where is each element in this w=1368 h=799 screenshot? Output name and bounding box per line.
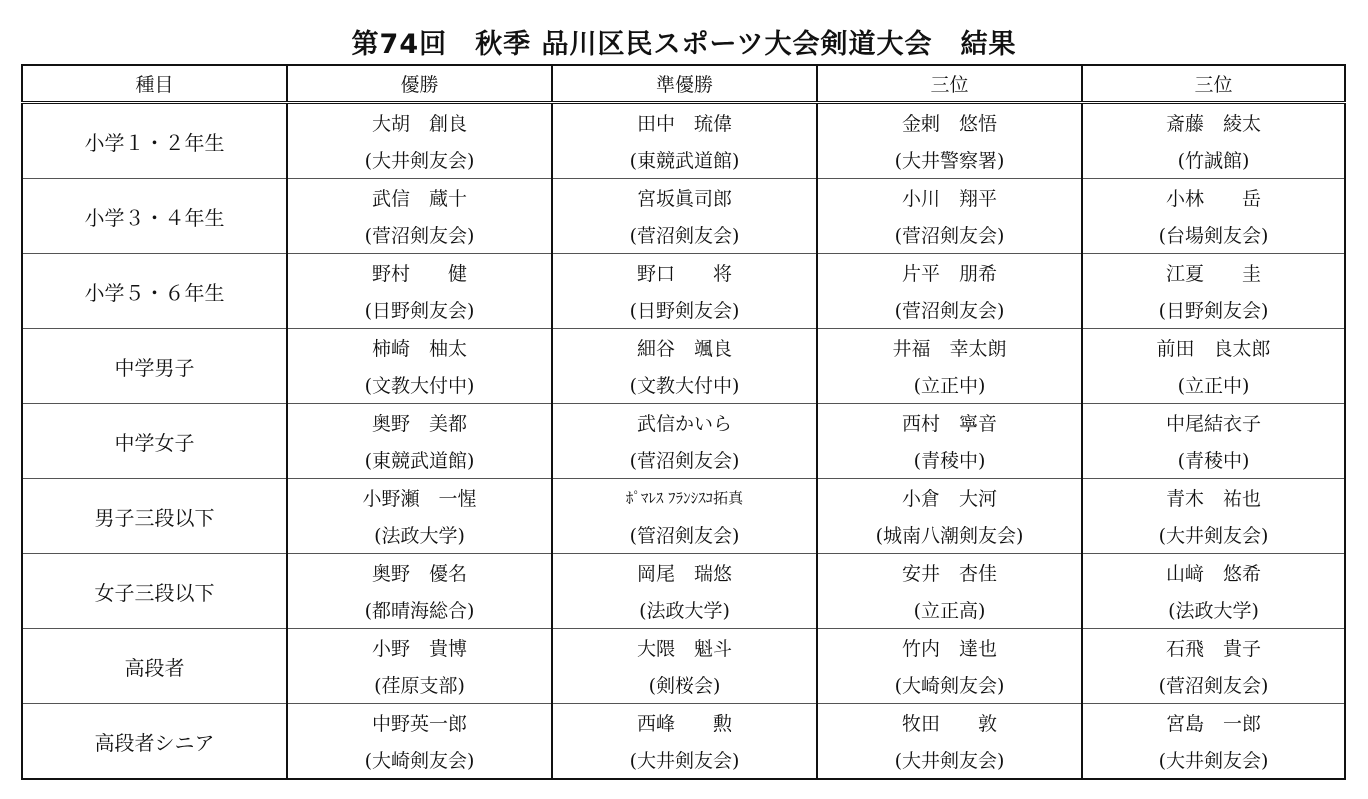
runner-up-club: (文教大付中) (552, 366, 817, 404)
winner-club: (菅沼剣友会) (287, 216, 552, 254)
third-place-club: (立正中) (817, 366, 1082, 404)
category-cell: 小学５・６年生 (22, 254, 287, 329)
winner-name: 小野 貴博 (287, 629, 552, 667)
third-place-club: (法政大学) (1082, 591, 1345, 629)
runner-up-club: (大井剣友会) (552, 741, 817, 779)
third-place-club: (菅沼剣友会) (817, 291, 1082, 329)
winner-name: 大胡 創良 (287, 103, 552, 142)
winner-club: (法政大学) (287, 516, 552, 554)
third-place-club: (竹誠館) (1082, 141, 1345, 179)
runner-up-club: (東競武道館) (552, 141, 817, 179)
third-place-name: 山﨑 悠希 (1082, 554, 1345, 592)
category-cell: 小学１・２年生 (22, 103, 287, 179)
winner-name: 奥野 美都 (287, 404, 552, 442)
header-runner-up: 準優勝 (552, 65, 817, 103)
runner-up-club: (菅沼剣友会) (552, 441, 817, 479)
third-place-name: 西村 寧音 (817, 404, 1082, 442)
third-place-club: (青稜中) (817, 441, 1082, 479)
table-row (22, 103, 1345, 142)
winner-club: (都晴海総合) (287, 591, 552, 629)
third-place-name: 中尾結衣子 (1082, 404, 1345, 442)
third-place-club: (菅沼剣友会) (1082, 666, 1345, 704)
runner-up-name: 野口 将 (552, 254, 817, 292)
table-row (22, 554, 1345, 592)
category-cell: 高段者 (22, 629, 287, 704)
header-winner: 優勝 (287, 65, 552, 103)
runner-up-name: ﾎﾟﾏﾚｽ ﾌﾗﾝｼｽｺ拓真 (552, 479, 817, 517)
winner-name: 中野英一郎 (287, 704, 552, 742)
results-table (21, 64, 1346, 780)
winner-club: (荏原支部) (287, 666, 552, 704)
third-place-name: 小川 翔平 (817, 179, 1082, 217)
third-place-name: 江夏 圭 (1082, 254, 1345, 292)
table-row (22, 329, 1345, 367)
winner-name: 奥野 優名 (287, 554, 552, 592)
third-place-club: (台場剣友会) (1082, 216, 1345, 254)
third-place-name: 金剌 悠悟 (817, 103, 1082, 142)
third-place-name: 石飛 貴子 (1082, 629, 1345, 667)
runner-up-club: (管沼剣友会) (552, 516, 817, 554)
category-cell: 中学男子 (22, 329, 287, 404)
third-place-club: (大崎剣友会) (817, 666, 1082, 704)
third-place-name: 井福 幸太朗 (817, 329, 1082, 367)
runner-up-name: 大隈 魁斗 (552, 629, 817, 667)
table-row (22, 629, 1345, 667)
table-row (22, 404, 1345, 442)
runner-up-name: 細谷 颯良 (552, 329, 817, 367)
table-row (22, 179, 1345, 217)
winner-name: 野村 健 (287, 254, 552, 292)
winner-club: (大井剣友会) (287, 141, 552, 179)
winner-club: (文教大付中) (287, 366, 552, 404)
category-cell: 高段者シニア (22, 704, 287, 780)
runner-up-club: (日野剣友会) (552, 291, 817, 329)
runner-up-name: 田中 琉偉 (552, 103, 817, 142)
third-place-club: (菅沼剣友会) (817, 216, 1082, 254)
third-place-name: 斎藤 綾太 (1082, 103, 1345, 142)
third-place-name: 宮島 一郎 (1082, 704, 1345, 742)
third-place-club: (大井剣友会) (1082, 516, 1345, 554)
runner-up-club: (剣桜会) (552, 666, 817, 704)
table-header-row (22, 65, 1345, 103)
third-place-name: 竹内 達也 (817, 629, 1082, 667)
winner-club: (日野剣友会) (287, 291, 552, 329)
header-third-place: 三位 (1082, 65, 1345, 103)
third-place-name: 小倉 大河 (817, 479, 1082, 517)
category-cell: 中学女子 (22, 404, 287, 479)
page-title: 第74回 秋季 品川区民スポーツ大会剣道大会 結果 (351, 29, 1017, 60)
runner-up-name: 宮坂眞司郎 (552, 179, 817, 217)
winner-name: 小野瀬 一惺 (287, 479, 552, 517)
third-place-name: 小林 岳 (1082, 179, 1345, 217)
third-place-club: (大井剣友会) (817, 741, 1082, 779)
category-cell: 女子三段以下 (22, 554, 287, 629)
header-category: 種目 (22, 65, 287, 103)
runner-up-name: 武信かいら (552, 404, 817, 442)
third-place-name: 安井 杏佳 (817, 554, 1082, 592)
runner-up-club: (菅沼剣友会) (552, 216, 817, 254)
third-place-club: (日野剣友会) (1082, 291, 1345, 329)
third-place-club: (城南八潮剣友会) (817, 516, 1082, 554)
header-third-place: 三位 (817, 65, 1082, 103)
third-place-club: (立正中) (1082, 366, 1345, 404)
third-place-club: (大井警察署) (817, 141, 1082, 179)
third-place-name: 牧田 敦 (817, 704, 1082, 742)
third-place-club: (立正高) (817, 591, 1082, 629)
table-row (22, 479, 1345, 517)
table-row (22, 254, 1345, 292)
table-row (22, 704, 1345, 742)
winner-club: (大崎剣友会) (287, 741, 552, 779)
winner-club: (東競武道館) (287, 441, 552, 479)
runner-up-name: 岡尾 瑞悠 (552, 554, 817, 592)
winner-name: 武信 蔵十 (287, 179, 552, 217)
runner-up-club: (法政大学) (552, 591, 817, 629)
third-place-name: 片平 朋希 (817, 254, 1082, 292)
third-place-name: 青木 祐也 (1082, 479, 1345, 517)
runner-up-name: 西峰 勲 (552, 704, 817, 742)
third-place-club: (大井剣友会) (1082, 741, 1345, 779)
category-cell: 小学３・４年生 (22, 179, 287, 254)
winner-name: 柿崎 柚太 (287, 329, 552, 367)
category-cell: 男子三段以下 (22, 479, 287, 554)
third-place-name: 前田 良太郎 (1082, 329, 1345, 367)
third-place-club: (青稜中) (1082, 441, 1345, 479)
